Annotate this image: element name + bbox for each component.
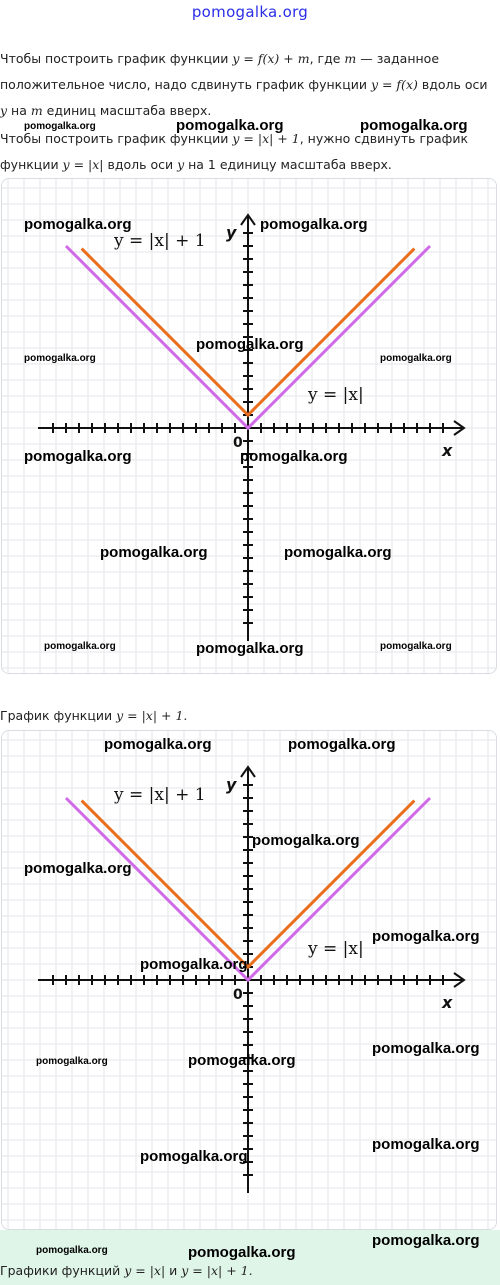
graph-2-svg (2, 731, 497, 1230)
x-axis-label: x (442, 993, 453, 1012)
formula: m (344, 51, 357, 66)
watermark: pomogalka.org (104, 736, 212, 753)
watermark: pomogalka.org (188, 1244, 296, 1261)
origin-label: 0 (233, 987, 243, 1003)
graph-card-1 (1, 178, 497, 674)
text: График функции (0, 708, 117, 723)
watermark: pomogalka.org (372, 1040, 480, 1057)
formula: y = |x| (62, 157, 104, 172)
watermark: pomogalka.org (240, 448, 348, 465)
watermark: pomogalka.org (36, 1056, 108, 1067)
site-logo-text[interactable]: pomogalka.org (191, 3, 309, 21)
text: вдоль оси (103, 157, 178, 172)
formula: y = f(x) + m (232, 51, 310, 66)
watermark: pomogalka.org (36, 1245, 108, 1256)
graph-1-svg (2, 179, 497, 674)
text: единиц масштаба вверх. (42, 103, 212, 118)
x-axis-label: x (442, 441, 453, 460)
watermark: pomogalka.org (372, 928, 480, 945)
label-base: y = |x| (308, 939, 364, 959)
watermark: pomogalka.org (140, 956, 248, 973)
watermark: pomogalka.org (24, 216, 132, 233)
watermark: pomogalka.org (24, 121, 96, 132)
site-header (0, 0, 500, 24)
label-shifted: y = |x| + 1 (114, 785, 206, 805)
watermark: pomogalka.org (176, 117, 284, 134)
text: на (7, 103, 31, 118)
y-axis-label: y (226, 775, 237, 794)
text: — заданное положительное число, надо сдвинуть график функции (0, 51, 440, 92)
watermark: pomogalka.org (188, 1052, 296, 1069)
text: на 1 единицу масштаба вверх. (184, 157, 392, 172)
text: Чтобы построить график функции (0, 131, 233, 146)
caption-1 (0, 708, 187, 723)
watermark: pomogalka.org (372, 1136, 480, 1153)
formula: y = |x| + 1. (116, 708, 188, 723)
text: вдоль оси (417, 77, 488, 92)
intro-paragraph-1 (0, 46, 496, 124)
caption-2 (0, 1263, 253, 1278)
formula: y = |x| + 1. (181, 1263, 253, 1278)
watermark: pomogalka.org (284, 544, 392, 561)
watermark: pomogalka.org (252, 832, 360, 849)
watermark: pomogalka.org (24, 448, 132, 465)
watermark: pomogalka.org (288, 736, 396, 753)
watermark: pomogalka.org (24, 860, 132, 877)
watermark: pomogalka.org (372, 1232, 480, 1249)
formula: m (30, 103, 43, 118)
watermark: pomogalka.org (260, 216, 368, 233)
watermark: pomogalka.org (196, 640, 304, 657)
watermark: pomogalka.org (24, 353, 96, 364)
text: и (165, 1263, 182, 1278)
watermark: pomogalka.org (100, 544, 208, 561)
formula: y = f(x) (370, 77, 418, 92)
watermark: pomogalka.org (380, 641, 452, 652)
watermark: pomogalka.org (360, 117, 468, 134)
label-base: y = |x| (308, 385, 364, 405)
formula: y = |x| (124, 1263, 166, 1278)
label-shifted: y = |x| + 1 (114, 231, 206, 251)
watermark: pomogalka.org (196, 336, 304, 353)
text: Графики функций (0, 1263, 125, 1278)
watermark: pomogalka.org (380, 353, 452, 364)
formula: y (177, 157, 185, 172)
formula: y = |x| + 1 (232, 131, 300, 146)
formula: y (0, 103, 8, 118)
graph-card-2 (1, 730, 497, 1230)
watermark: pomogalka.org (44, 641, 116, 652)
text: , где (309, 51, 345, 66)
origin-label: 0 (233, 435, 243, 451)
y-axis-label: y (226, 223, 237, 242)
text: , нужно сдвинуть график функции (0, 131, 469, 172)
text: Чтобы построить график функции (0, 51, 233, 66)
watermark: pomogalka.org (140, 1148, 248, 1165)
